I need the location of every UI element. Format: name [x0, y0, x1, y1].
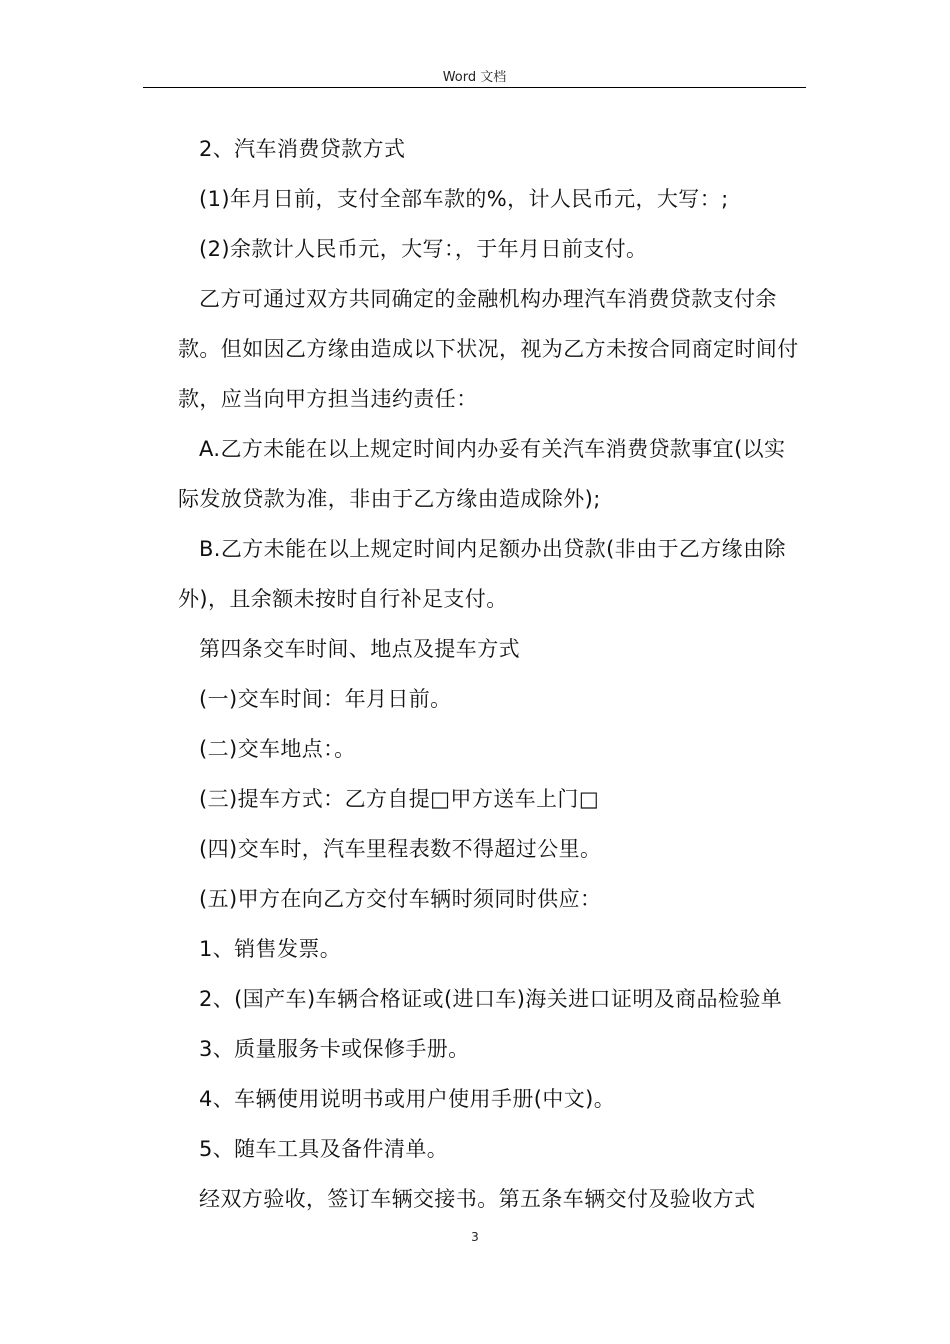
paragraph: 1、销售发票。	[199, 937, 342, 961]
paragraph: 乙方可通过双方共同确定的金融机构办理汽车消费贷款支付余款。但如因乙方缘由造成以下状况，视为乙方未按合同商定时间付款，应当向甲方担当违约责任：	[178, 287, 799, 411]
paragraph: (二)交车地点：。	[199, 737, 356, 761]
page-header: Word 文档	[442, 70, 507, 85]
paragraph: 5、随车工具及备件清单。	[199, 1137, 449, 1161]
paragraph: (三)提车方式：乙方自提□甲方送车上门□	[199, 787, 600, 811]
paragraph: B.乙方未能在以上规定时间内足额办出贷款(非由于乙方缘由除外)，且余额未按时自行补足支付。	[178, 537, 786, 611]
paragraph: (1)年月日前，支付全部车款的%，计人民币元，大写：;	[199, 187, 729, 211]
paragraph: 3、质量服务卡或保修手册。	[199, 1037, 470, 1061]
paragraph: A.乙方未能在以上规定时间内办妥有关汽车消费贷款事宜(以实际发放贷款为准，非由于乙方缘由造成除外);	[178, 437, 786, 511]
paragraph: 经双方验收，签订车辆交接书。第五条车辆交付及验收方式	[199, 1187, 756, 1211]
paragraph: (四)交车时，汽车里程表数不得超过公里。	[199, 837, 602, 861]
page-number: 3	[471, 1230, 479, 1244]
paragraph: 4、车辆使用说明书或用户使用手册(中文)。	[199, 1087, 616, 1111]
paragraph: (2)余款计人民币元，大写：，于年月日前支付。	[199, 237, 648, 261]
paragraph: 2、(国产车)车辆合格证或(进口车)海关进口证明及商品检验单	[199, 987, 783, 1011]
header-divider	[143, 87, 806, 88]
paragraph: 第四条交车时间、地点及提车方式	[199, 637, 520, 661]
paragraph: (一)交车时间：年月日前。	[199, 687, 452, 711]
paragraph: (五)甲方在向乙方交付车辆时须同时供应：	[199, 887, 602, 911]
document-body	[178, 124, 804, 1224]
paragraph: 2、汽车消费贷款方式	[199, 137, 406, 161]
